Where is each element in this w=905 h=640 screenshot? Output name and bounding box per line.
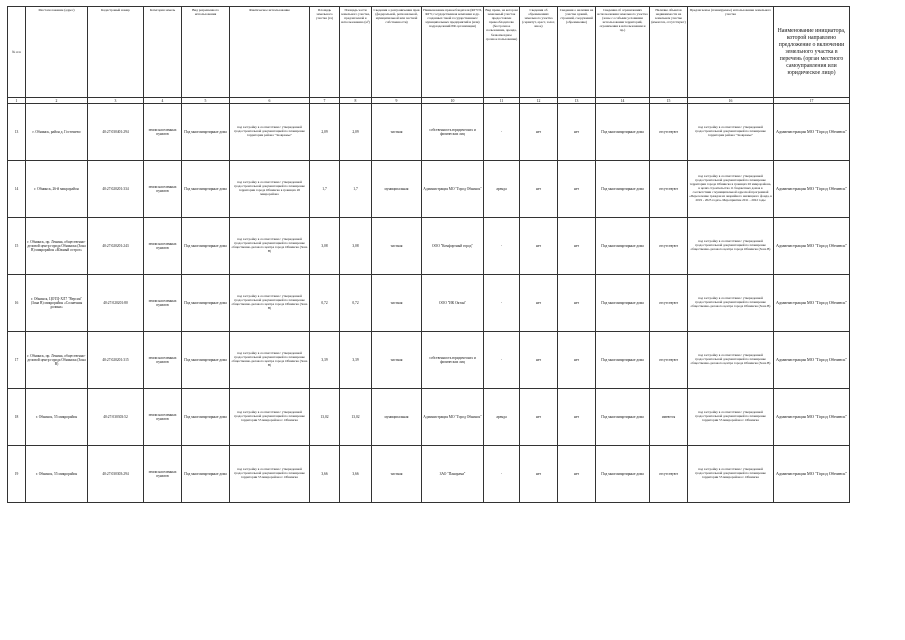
row-planned-use: под застройку в соответствии с утвержденной градостроительной документацией по планировке территории 55 микрорайона г. Обнинска: [688, 446, 774, 503]
row-holder: собственность юридических и физических лиц: [422, 104, 484, 161]
row-initiator: Администрация МО "Город Обнинск": [774, 389, 850, 446]
row-right-type: -: [484, 104, 520, 161]
column-index: 5: [182, 98, 230, 104]
table-row: [8, 104, 850, 161]
header-restrictions: Сведения об ограничениях использования земельного участка (зоны с особыми условиями использования территорий, ограничения в использовании и пр.): [596, 7, 650, 98]
column-index: 13: [558, 98, 596, 104]
row-encumbrance: нет: [520, 161, 558, 218]
header-right-type: Вид права, на котором земельный участок предоставлен правообладателю (бессрочное пользование, аренда, безвозмездное срочное пользование): [484, 7, 520, 98]
row-planned-use: под застройку в соответствии с утвержденной градостроительной документацией по планировке общественно-делового центра города Обнинска (Зона В): [688, 275, 774, 332]
row-planned-use: под застройку в соответствии с утвержденной градостроительной документацией по планировке территории района "Заовражье": [688, 104, 774, 161]
table-row: [8, 161, 850, 218]
row-rights: частная: [372, 332, 422, 389]
header-num: № п/п: [8, 7, 26, 98]
row-num: 15: [8, 218, 26, 275]
row-num: 16: [8, 275, 26, 332]
row-right-type: аренда: [484, 161, 520, 218]
row-part-area: 3,08: [340, 218, 372, 275]
row-area: 3,08: [310, 218, 340, 275]
row-right-type: -: [484, 275, 520, 332]
column-index: 16: [688, 98, 774, 104]
header-actual-use: Фактическое использование: [230, 7, 310, 98]
row-objects: отсутствуют: [650, 275, 688, 332]
row-rights: муниципальная: [372, 161, 422, 218]
column-index: 2: [26, 98, 88, 104]
row-rights: частная: [372, 218, 422, 275]
row-holder: Администрация МО "Город Обнинск": [422, 161, 484, 218]
header-address: Местоположение (адрес): [26, 7, 88, 98]
row-holder: ЗАО "Панорама": [422, 446, 484, 503]
row-right-type: -: [484, 332, 520, 389]
row-initiator: Администрация МО "Город Обнинск": [774, 218, 850, 275]
row-objects: отсутствуют: [650, 104, 688, 161]
row-part-area: 0,72: [340, 275, 372, 332]
row-actual-use: под застройку в соответствии с утвержденной градостроительной документацией по планировке общественно-делового центра города Обнинска (Зона В): [230, 332, 310, 389]
column-index: 17: [774, 98, 850, 104]
column-index: 4: [144, 98, 182, 104]
column-index: 1: [8, 98, 26, 104]
row-cadastral: 40:27:020201:315: [88, 332, 144, 389]
row-objects: отсутствуют: [650, 218, 688, 275]
header-initiator: Наименование инициатора, которой направлено предложение о включении земельного участка в перечень (орган местного самоуправления или юридическое лицо): [774, 7, 850, 98]
row-buildings: нет: [558, 389, 596, 446]
row-area: 3,39: [310, 332, 340, 389]
row-part-area: 13,02: [340, 389, 372, 446]
row-right-type: аренда: [484, 389, 520, 446]
row-restrictions: Под многоквартирные дома: [596, 446, 650, 503]
row-holder: ООО "Комфортный город": [422, 218, 484, 275]
column-index: 12: [520, 98, 558, 104]
row-buildings: нет: [558, 104, 596, 161]
row-objects: имеются: [650, 389, 688, 446]
table-row: [8, 218, 850, 275]
row-restrictions: Под многоквартирные дома: [596, 332, 650, 389]
row-category: земли населенных пунктов: [144, 389, 182, 446]
row-num: 18: [8, 389, 26, 446]
row-actual-use: под застройку в соответствии с утвержденной градостроительной документацией по планировке территории города Обнинска в границах 26 микрорайона: [230, 161, 310, 218]
row-address: г. Обнинск, район д. Гостешево: [26, 104, 88, 161]
row-actual-use: под застройку в соответствии с утвержденной градостроительной документацией по планировке общественно-делового центра города Обнинска (Зона В): [230, 275, 310, 332]
row-area: 2,09: [310, 104, 340, 161]
row-cadastral: 40:27:030401:294: [88, 104, 144, 161]
row-num: 14: [8, 161, 26, 218]
row-part-area: 3,39: [340, 332, 372, 389]
header-category: Категория земель: [144, 7, 182, 98]
row-part-area: 2,09: [340, 104, 372, 161]
row-holder: ООО "ИК Октан": [422, 275, 484, 332]
row-address: г. Обнинск, 26-й микрорайон: [26, 161, 88, 218]
row-actual-use: под застройку в соответствии с утвержденной градостроительной документацией по планировке территории 55 микрорайона г. Обнинска: [230, 389, 310, 446]
row-category: земли населенных пунктов: [144, 275, 182, 332]
row-encumbrance: нет: [520, 389, 558, 446]
header-permitted-use: Вид разрешенного использования: [182, 7, 230, 98]
table-body: [8, 104, 850, 503]
row-cadastral: 40:27:030303:52: [88, 389, 144, 446]
column-index: 6: [230, 98, 310, 104]
row-cadastral: 40:27:030303:294: [88, 446, 144, 503]
row-right-type: -: [484, 218, 520, 275]
row-area: 0,72: [310, 275, 340, 332]
row-address: г. Обнинск, пр. Ленина, общественно-деловой центр города Обнинска (Зона В): [26, 332, 88, 389]
row-cadastral: 40:27:020201:334: [88, 161, 144, 218]
row-permitted-use: Под многоквартирные дома: [182, 104, 230, 161]
header-planned-use: Предлагаемое (планируемое) использование земельного участка: [688, 7, 774, 98]
header-area: Площадь земельного участка (га): [310, 7, 340, 98]
row-initiator: Администрация МО "Город Обнинск": [774, 332, 850, 389]
row-encumbrance: нет: [520, 218, 558, 275]
row-objects: отсутствуют: [650, 446, 688, 503]
row-permitted-use: Под многоквартирные дома: [182, 332, 230, 389]
row-address: г. Обнинск, 55 микрорайон: [26, 389, 88, 446]
row-restrictions: Под многоквартирные дома: [596, 218, 650, 275]
table-row: [8, 332, 850, 389]
land-plots-table: [7, 6, 850, 503]
row-encumbrance: нет: [520, 275, 558, 332]
row-area: 1,7: [310, 161, 340, 218]
row-category: земли населенных пунктов: [144, 161, 182, 218]
row-encumbrance: нет: [520, 104, 558, 161]
row-objects: отсутствуют: [650, 161, 688, 218]
row-num: 19: [8, 446, 26, 503]
row-buildings: нет: [558, 275, 596, 332]
row-buildings: нет: [558, 218, 596, 275]
row-right-type: -: [484, 446, 520, 503]
row-category: земли населенных пунктов: [144, 104, 182, 161]
column-index: 11: [484, 98, 520, 104]
row-initiator: Администрация МО "Город Обнинск": [774, 161, 850, 218]
row-restrictions: Под многоквартирные дома: [596, 389, 650, 446]
column-index: 15: [650, 98, 688, 104]
row-restrictions: Под многоквартирные дома: [596, 104, 650, 161]
row-address: г. Обнинск, ЦОТЦ-ХЛ7 "Версия" (Зона В) микрорайон «Солнечная долина»: [26, 275, 88, 332]
row-part-area: 1,7: [340, 161, 372, 218]
header-encumbrance: Сведения об обременениях земельного участка (сервитут, арест, залог, иное): [520, 7, 558, 98]
row-permitted-use: Под многоквартирные дома: [182, 218, 230, 275]
row-holder: собственность юридических и физических лиц: [422, 332, 484, 389]
row-category: земли населенных пунктов: [144, 218, 182, 275]
row-rights: частная: [372, 275, 422, 332]
row-area: 13,02: [310, 389, 340, 446]
column-index: 9: [372, 98, 422, 104]
row-num: 17: [8, 332, 26, 389]
row-rights: частная: [372, 446, 422, 503]
row-permitted-use: Под многоквартирные дома: [182, 275, 230, 332]
row-actual-use: под застройку в соответствии с утвержденной градостроительной документацией по планировке территории 55 микрорайона г. Обнинска: [230, 446, 310, 503]
row-part-area: 3,66: [340, 446, 372, 503]
row-actual-use: под застройку в соответствии с утвержденной градостроительной документацией по планировке территории района "Заовражье": [230, 104, 310, 161]
table-row: [8, 446, 850, 503]
table-row: [8, 389, 850, 446]
header-objects: Наличие объектов недвижимости на земельном участке (имеются, отсутствуют): [650, 7, 688, 98]
row-restrictions: Под многоквартирные дома: [596, 161, 650, 218]
row-category: земли населенных пунктов: [144, 446, 182, 503]
header-buildings: Сведения о наличии на участке зданий, строений, сооружений (обременение): [558, 7, 596, 98]
row-cadastral: 40:27:020201:243: [88, 218, 144, 275]
row-planned-use: под застройку в соответствии с утвержденной градостроительной документацией по планировке общественно-делового центра города Обнинска (Зона В): [688, 332, 774, 389]
column-index: 7: [310, 98, 340, 104]
row-initiator: Администрация МО "Город Обнинск": [774, 446, 850, 503]
table-row: [8, 275, 850, 332]
row-planned-use: под застройку в соответствии с утвержденной градостроительной документацией по планировке общественно-делового центра города Обнинска (Зона В): [688, 218, 774, 275]
row-buildings: нет: [558, 446, 596, 503]
header-holder: Наименование правообладателя (ФГУП, ФГУ, государственная компания и др. созданных такой государственных/муниципальных предприятий и (или) подразделений РФ организации): [422, 7, 484, 98]
row-holder: Администрация МО "Город Обнинск": [422, 389, 484, 446]
row-initiator: Администрация МО "Город Обнинск": [774, 104, 850, 161]
row-restrictions: Под многоквартирные дома: [596, 275, 650, 332]
column-index: 8: [340, 98, 372, 104]
row-category: земли населенных пунктов: [144, 332, 182, 389]
column-index: 14: [596, 98, 650, 104]
header-rights: Сведения о разграничении прав (федеральной, региональной, муниципальной или частной собственности): [372, 7, 422, 98]
row-area: 3,66: [310, 446, 340, 503]
row-planned-use: под застройку в соответствии с утвержденной градостроительной документацией по планировке территории города Обнинска в границах 26 микрорайона, в целях строительства 11 бюджетных домов в соответствии с муниципальной адресной программой «Переселение граждан из аварийного жилищного фонда, в 2019 - 2025 годах» Мероприятие 2011 - 2022 годы: [688, 161, 774, 218]
row-planned-use: под застройку в соответствии с утвержденной градостроительной документацией по планировке территории 55 микрорайона г. Обнинска: [688, 389, 774, 446]
row-encumbrance: нет: [520, 446, 558, 503]
row-permitted-use: Под многоквартирные дома: [182, 389, 230, 446]
row-permitted-use: Под многоквартирные дома: [182, 446, 230, 503]
row-encumbrance: нет: [520, 332, 558, 389]
row-buildings: нет: [558, 332, 596, 389]
row-rights: частная: [372, 104, 422, 161]
header-cadastral: Кадастровый номер: [88, 7, 144, 98]
row-cadastral: 40:27:020201:80: [88, 275, 144, 332]
header-part-area: Площадь части земельного участка, предлагаемой к использованию (м²): [340, 7, 372, 98]
row-permitted-use: Под многоквартирные дома: [182, 161, 230, 218]
table-header: [8, 7, 850, 104]
row-address: г. Обнинск, пр. Ленина, общественно-деловой центр города Обнинска (Зона В) микрорайон «Южный острог»: [26, 218, 88, 275]
row-objects: отсутствуют: [650, 332, 688, 389]
row-actual-use: под застройку в соответствии с утвержденной градостроительной документацией по планировке общественно-делового центра города Обнинска (Зона В): [230, 218, 310, 275]
column-index: 10: [422, 98, 484, 104]
row-rights: муниципальная: [372, 389, 422, 446]
row-buildings: нет: [558, 161, 596, 218]
row-initiator: Администрация МО "Город Обнинск": [774, 275, 850, 332]
column-index: 3: [88, 98, 144, 104]
row-address: г. Обнинск, 55 микрорайон: [26, 446, 88, 503]
row-num: 13: [8, 104, 26, 161]
